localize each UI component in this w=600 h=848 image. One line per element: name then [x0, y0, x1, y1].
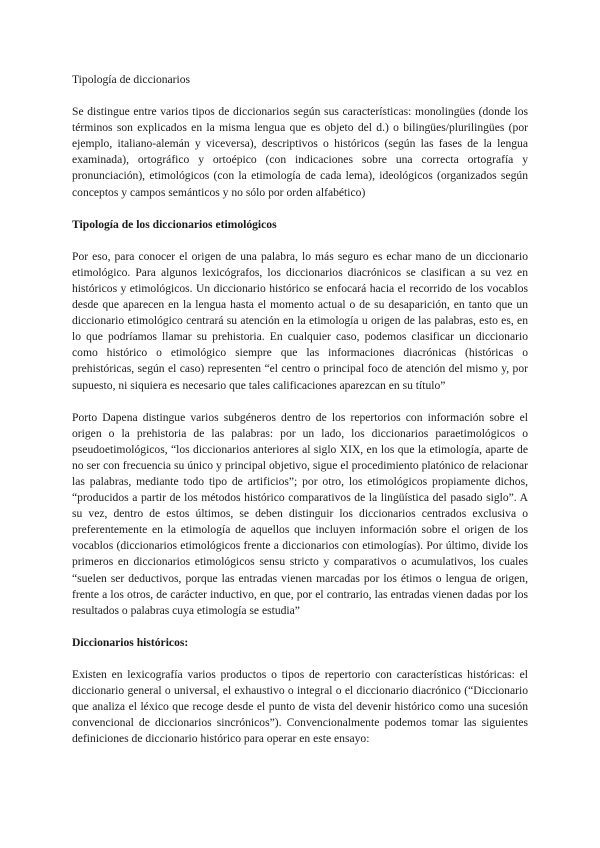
document-page	[72, 72, 528, 763]
intro-paragraph: Se distingue entre varios tipos de diccionarios según sus características: monolingües (donde los términos son explicados en la misma lengua que es objeto del d.) o bilingües/plurilingües (por ejemplo, italiano-alemán y viceversa), descriptivos o históricos (según las fases de la lengua examinada), ortográfico y ortoépico (con indicaciones sobre una correcta ortografía y pronunciación), etimológicos (con la etimología de cada lema), ideológicos (organizados según conceptos y campos semánticos y no sólo por orden alfabético)	[72, 105, 528, 199]
etymological-paragraph-1: Por eso, para conocer el origen de una palabra, lo más seguro es echar mano de un diccionario etimológico. Para algunos lexicógrafos, los diccionarios diacrónicos se clasifican a su vez en históricos y etimológicos. Un diccionario histórico se enfocará hacia el recorrido de los vocablos desde que aparecen en la lengua hasta el momento actual o de su desaparición, en tanto que un diccionario etimológico centrará su atención en la etimología u origen de las palabras, esto es, en lo que podríamos llamar su prehistoria. En cualquier caso, podemos clasificar un diccionario como histórico o etimológico siempre que las informaciones diacrónicas (históricas o prehistóricas, según el caso) representen “el centro o principal foco de atención del mismo y, por supuesto, ni siquiera es necesario que tales calificaciones aparezcan en su título”	[72, 249, 528, 392]
section-heading-etymological: Tipología de los diccionarios etimológicos	[72, 217, 277, 231]
etymological-paragraph-2: Porto Dapena distingue varios subgéneros dentro de los repertorios con información sobre el origen o la prehistoria de las palabras: por un lado, los diccionarios paraetimológicos o pseudoetimológicos, “los diccionarios anteriores al siglo XIX, en los que la etimología, aparte de no ser con frecuencia su único y principal objetivo, sigue el procedimiento platónico de relacionar las palabras, mediante todo tipo de artificios”; por otro, los etimológicos propiamente dichos, “producidos a partir de los métodos histórico comparativos de la lingüística del pasado siglo”. A su vez, dentro de estos últimos, se deben distinguir los diccionarios centrados exclusiva o preferentemente en la etimología de aquellos que incluyen información sobre el origen de los vocablos (diccionarios etimológicos frente a diccionarios con etimologías). Por último, divide los primeros en diccionarios etimológicos sensu stricto y comparativos o acumulativos, los cuales “suelen ser deductivos, porque las entradas vienen marcadas por los étimos o lengua de origen, frente a los otros, de carácter inductivo, en que, por el contrario, las entradas vienen dadas por los resultados o palabras cuya etimología se estudia”	[72, 410, 528, 617]
section-heading-historical: Diccionarios históricos:	[72, 635, 189, 649]
historical-paragraph-1: Existen en lexicografía varios productos o tipos de repertorio con características históricas: el diccionario general o universal, el exhaustivo o integral o el diccionario diacrónico (“Diccionario que analiza el léxico que recoge desde el punto de vista del devenir histórico como una sucesión convencional de diccionarios sincrónicos”). Convencionalmente podemos tomar las siguientes definiciones de diccionario histórico para operar en este ensayo:	[72, 667, 528, 746]
document-title: Tipología de diccionarios	[72, 73, 191, 86]
